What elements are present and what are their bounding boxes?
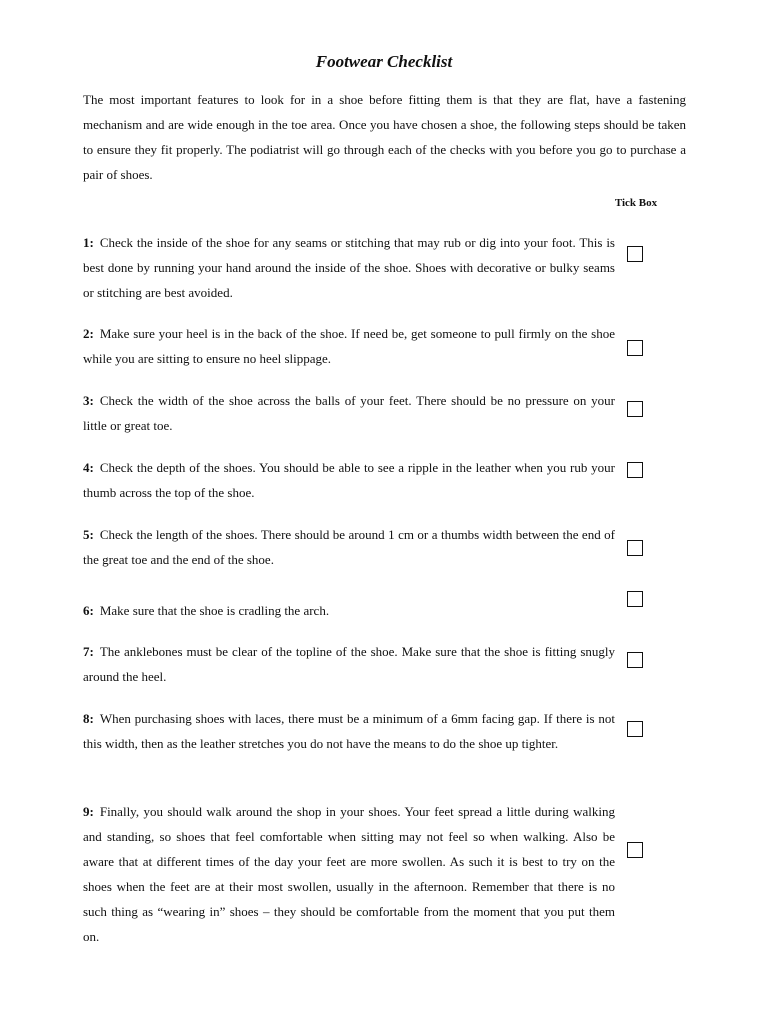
checklist-item-6 bbox=[83, 598, 615, 623]
item-number: 4: bbox=[83, 460, 94, 475]
item-number: 1: bbox=[83, 235, 94, 250]
item-text: Check the width of the shoe across the balls of your feet. There should be no pressure on your little or great toe. bbox=[83, 393, 615, 433]
tick-box-3[interactable] bbox=[627, 401, 643, 417]
checklist-item-9 bbox=[83, 799, 615, 949]
checklist-item-8 bbox=[83, 706, 615, 756]
item-number: 8: bbox=[83, 711, 94, 726]
checklist-item-3 bbox=[83, 388, 615, 438]
checklist-item-5 bbox=[83, 522, 615, 572]
item-text: Make sure your heel is in the back of the shoe. If need be, get someone to pull firmly on the shoe while you are sitting to ensure no heel slippage. bbox=[83, 326, 615, 366]
item-number: 5: bbox=[83, 527, 94, 542]
tick-box-6[interactable] bbox=[627, 591, 643, 607]
checklist-item-7 bbox=[83, 639, 615, 689]
checklist-item-2 bbox=[83, 321, 615, 371]
item-number: 7: bbox=[83, 644, 94, 659]
page-title: Footwear Checklist bbox=[315, 52, 453, 71]
item-text: Finally, you should walk around the shop in your shoes. Your feet spread a little during walking and standing, so shoes that feel comfortable when sitting may not feel so when walking. Also be aware that at different times of the day your feet are more swollen. As such it is best to try on the shoes when the feet are at their most swollen, usually in the afternoon. Remember that there is no such thing as “wearing in” shoes – they should be comfortable from the moment that you put them on. bbox=[83, 804, 615, 944]
item-text: Check the inside of the shoe for any seams or stitching that may rub or dig into your foot. This is best done by running your hand around the inside of the shoe. Shoes with decorative or bulky seams or stitching are best avoided. bbox=[83, 235, 615, 300]
item-text: Make sure that the shoe is cradling the arch. bbox=[99, 603, 330, 618]
tick-box-8[interactable] bbox=[627, 721, 643, 737]
item-number: 2: bbox=[83, 326, 94, 341]
tick-box-2[interactable] bbox=[627, 340, 643, 356]
tick-box-5[interactable] bbox=[627, 540, 643, 556]
item-number: 9: bbox=[83, 804, 94, 819]
tick-box-7[interactable] bbox=[627, 652, 643, 668]
checklist-item-4 bbox=[83, 455, 615, 505]
item-text: The anklebones must be clear of the topline of the shoe. Make sure that the shoe is fitting snugly around the heel. bbox=[83, 644, 615, 684]
item-text: Check the depth of the shoes. You should be able to see a ripple in the leather when you rub your thumb across the top of the shoe. bbox=[83, 460, 615, 500]
item-number: 3: bbox=[83, 393, 94, 408]
item-text: Check the length of the shoes. There should be around 1 cm or a thumbs width between the end of the great toe and the end of the shoe. bbox=[83, 527, 615, 567]
tick-box-4[interactable] bbox=[627, 462, 643, 478]
tick-box-header: Tick Box bbox=[614, 197, 658, 209]
item-number: 6: bbox=[83, 603, 94, 618]
item-text: When purchasing shoes with laces, there must be a minimum of a 6mm facing gap. If there is not this width, then as the leather stretches you do not have the means to do the shoe up tighter. bbox=[83, 711, 615, 751]
tick-box-9[interactable] bbox=[627, 842, 643, 858]
checklist-item-1 bbox=[83, 230, 615, 305]
intro-paragraph: The most important features to look for in a shoe before fitting them is that they are flat, have a fastening mechanism and are wide enough in the toe area. Once you have chosen a shoe, the following steps should be taken to ensure they fit properly. The podiatrist will go through each of the checks with you before you go to purchase a pair of shoes. bbox=[83, 92, 686, 182]
tick-box-1[interactable] bbox=[627, 246, 643, 262]
